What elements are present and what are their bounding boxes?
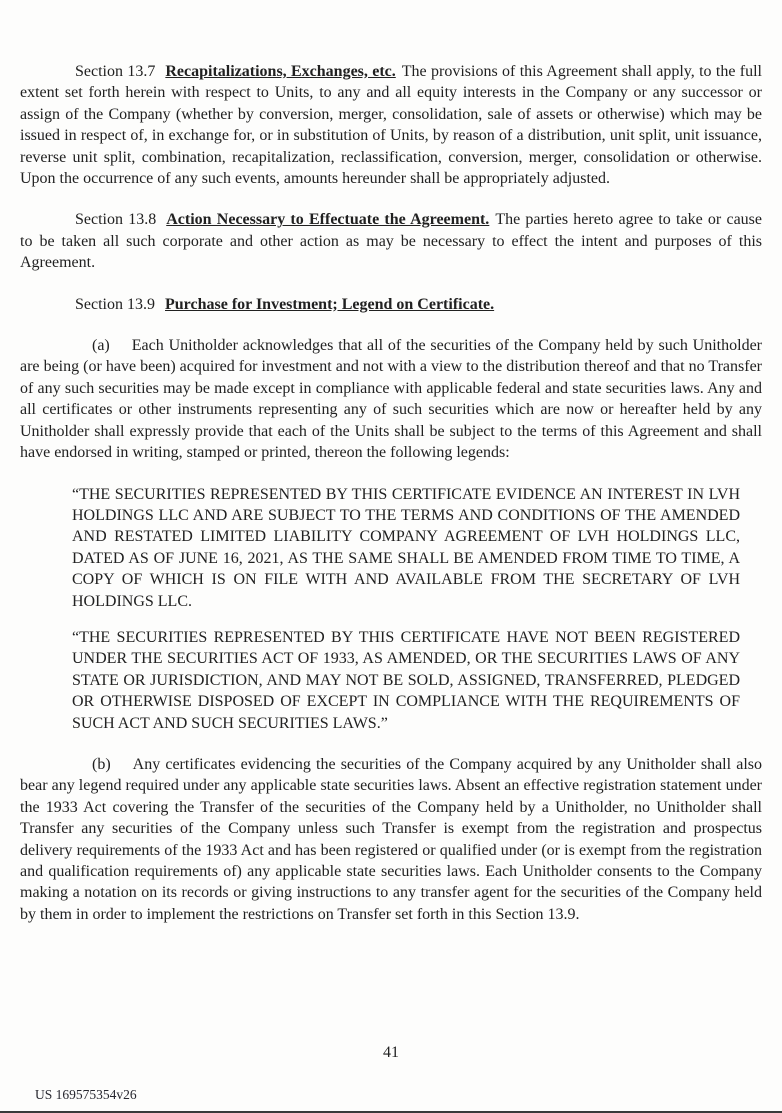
subsection-b-paragraph (20, 754, 762, 925)
legend-block-2: “THE SECURITIES REPRESENTED BY THIS CERTIFICATE HAVE NOT BEEN REGISTERED UNDER THE SECURITIES ACT OF 1933, AS AMENDED, OR THE SECURITIES LAWS OF ANY STATE OR JURISDICTION, AND MAY NOT BE SOLD, ASSIGNED, TRANSFERRED, PLEDGED OR OTHERWISE DISPOSED OF EXCEPT IN COMPLIANCE WITH THE REQUIREMENTS OF SUCH ACT AND SUCH SECURITIES LAWS.” (72, 628, 740, 732)
section-13-8-label: Section 13.8 (75, 211, 157, 229)
section-13-9-heading: Purchase for Investment; Legend on Certificate. (165, 295, 495, 313)
page-number: 41 (383, 1044, 399, 1061)
section-13-8-heading: Action Necessary to Effectuate the Agreement. (166, 211, 490, 229)
section-13-9-paragraph (20, 294, 762, 315)
section-13-9-label: Section 13.9 (75, 295, 155, 313)
legend-block-1: “THE SECURITIES REPRESENTED BY THIS CERTIFICATE EVIDENCE AN INTEREST IN LVH HOLDINGS LLC AND ARE SUBJECT TO THE TERMS AND CONDITIONS OF THE AMENDED AND RESTATED LIMITED LIABILITY COMPANY AGREEMENT OF LVH HOLDINGS LLC, DATED AS OF JUNE 16, 2021, AS THE SAME SHALL BE AMENDED FROM TIME TO TIME, A COPY OF WHICH IS ON FILE WITH AND AVAILABLE FROM THE SECRETARY OF LVH HOLDINGS LLC. (72, 485, 740, 610)
document-id-stamp: US 169575354v26 (35, 1087, 137, 1102)
subsection-b-text: Any certificates evidencing the securities of the Company acquired by any Unitholder shall also bear any legend required under any applicable state securities laws. Absent an effective registration statement under the 1933 Act covering the Transfer of the securities of the Company held by a Unitholder, no Unitholder shall Transfer any securities of the Company unless such Transfer is exempt from the registration and prospectus delivery requirements of the 1933 Act and has been registered or qualified under (or is exempt from the registration and qualification requirements of) any applicable state securities laws. Each Unitholder consents to the Company making a notation on its records or giving instructions to any transfer agent for the securities of the Company held by them in order to implement the restrictions on Transfer set forth in this Section 13.9. (20, 755, 762, 923)
section-13-8-paragraph (20, 209, 762, 273)
section-13-7-label: Section 13.7 (75, 63, 156, 80)
subsection-b-label: (b) (92, 755, 111, 773)
subsection-a-paragraph (20, 335, 762, 463)
subsection-a-label: (a) (92, 337, 110, 355)
section-13-7-body: The provisions of this Agreement shall apply, to the full extent set forth herein with respect to Units, to any and all equity interests in the Company or any successor or assign of the Company (whether by conversion, merger, consolidation, sale of assets or otherwise) which may be issued in respect of, in exchange for, or in substitution of Units, by reason of a distribution, unit split, unit issuance, reverse unit split, combination, recapitalization, reclassification, conversion, merger, consolidation or otherwise. Upon the occurrence of any such events, amounts hereunder shall be appropriately adjusted. (20, 63, 762, 188)
section-13-8-body: The parties hereto agree to take or cause to be taken all such corporate and other action as may be necessary to effect the intent and purposes of this Agreement. (20, 211, 762, 272)
subsection-a-text: Each Unitholder acknowledges that all of the securities of the Company held by such Unitholder are being (or have been) acquired for investment and not with a view to the distribution thereof and that no Transfer of any such securities may be made except in compliance with applicable federal and state securities laws. Any and all certificates or other instruments representing any of such securities which are now or hereafter held by any Unitholder shall expressly provide that each of the Units shall be subject to the terms of this Agreement and shall have endorsed in writing, stamped or printed, thereon the following legends: (20, 337, 762, 462)
section-13-7-heading: Recapitalizations, Exchanges, etc. (165, 63, 396, 80)
section-13-7-paragraph (20, 61, 762, 189)
